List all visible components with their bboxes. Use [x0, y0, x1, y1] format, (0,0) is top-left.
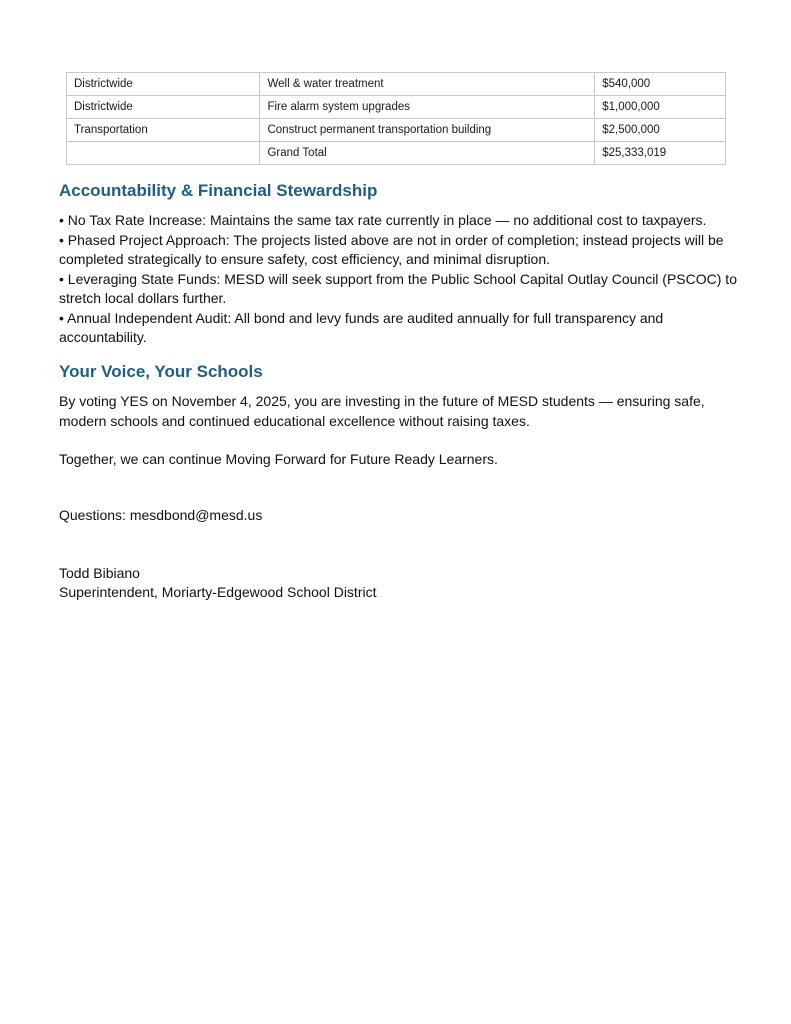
signature-name: Todd Bibiano [59, 565, 140, 581]
table-cell-project: Fire alarm system upgrades [260, 96, 595, 119]
accountability-bullet-list [59, 211, 749, 348]
together-line: Together, we can continue Moving Forward for Future Ready Learners. [59, 451, 498, 467]
table-cell-project: Well & water treatment [260, 73, 595, 96]
voting-paragraph: By voting YES on November 4, 2025, you are investing in the future of MESD students — ensuring safe, modern schools and continued educational excellence without raising taxes. [59, 393, 705, 429]
table-row [67, 96, 726, 119]
bullet-phased-approach: • Phased Project Approach: The projects listed above are not in order of completion; instead projects will be completed strategically to ensure safety, cost efficiency, and minimal disruption. [59, 231, 724, 267]
table-row [67, 119, 726, 142]
table-cell-location: Transportation [67, 119, 260, 142]
table-cell-location: Districtwide [67, 96, 260, 119]
bullet-state-funds: • Leveraging State Funds: MESD will seek support from the Public School Capital Outlay Council (PSCOC) to stretch local dollars further. [59, 270, 737, 306]
voice-heading: Your Voice, Your Schools [59, 362, 263, 381]
accountability-heading: Accountability & Financial Stewardship [59, 181, 378, 200]
table-row [67, 73, 726, 96]
project-cost-table [66, 72, 726, 165]
table-cell-cost: $2,500,000 [595, 119, 726, 142]
table-cell-grand-total-label: Grand Total [260, 142, 595, 165]
table-cell-project: Construct permanent transportation building [260, 119, 595, 142]
table-row-grand-total [67, 142, 726, 165]
table-cell-location [67, 142, 260, 165]
table-cell-cost: $1,000,000 [595, 96, 726, 119]
table-cell-cost: $540,000 [595, 73, 726, 96]
signature-title: Superintendent, Moriarty-Edgewood School District [59, 584, 377, 600]
table-cell-location: Districtwide [67, 73, 260, 96]
bullet-independent-audit: • Annual Independent Audit: All bond and levy funds are audited annually for full transparency and accountability. [59, 309, 664, 345]
bullet-no-tax-increase: • No Tax Rate Increase: Maintains the same tax rate currently in place — no additional cost to taxpayers. [59, 212, 707, 228]
questions-line: Questions: mesdbond@mesd.us [59, 507, 263, 523]
table-cell-grand-total-value: $25,333,019 [595, 142, 726, 165]
